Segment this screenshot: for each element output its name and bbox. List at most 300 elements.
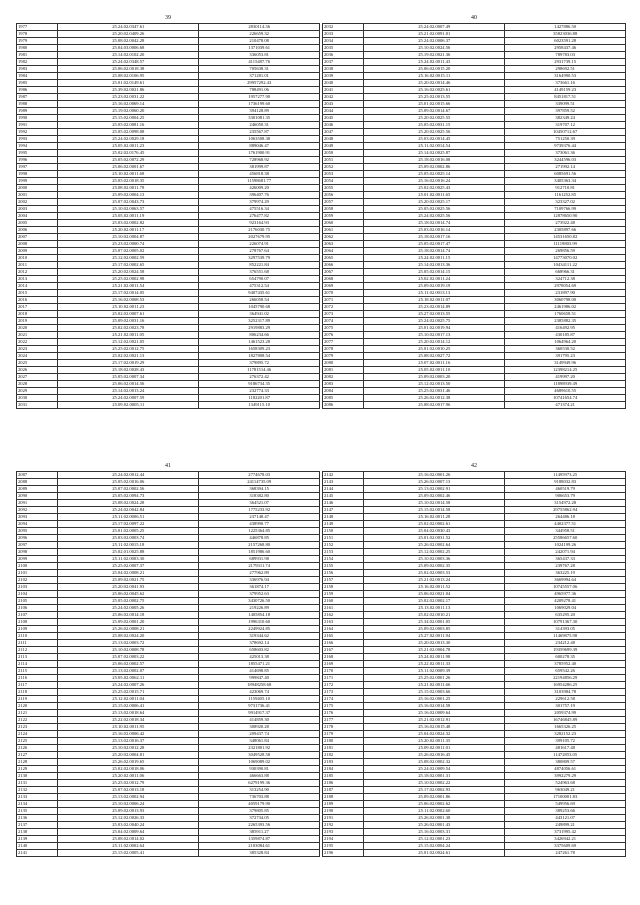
row-index-cell: 2126 (17, 745, 58, 752)
code-cell: 25.05.02.0025.56 (364, 206, 505, 213)
amount-cell: 889046.47 (199, 143, 320, 150)
row-index-cell: 2007 (17, 234, 58, 241)
amount-cell: 235567.87 (199, 129, 320, 136)
row-index-cell: 2172 (323, 682, 364, 689)
row-index-cell: 2085 (323, 395, 364, 402)
amount-cell: 16954286.25 (505, 682, 626, 689)
table-row (17, 794, 320, 801)
amount-cell: 2059374.99 (505, 710, 626, 717)
row-index-cell: 2136 (17, 815, 58, 822)
row-index-cell: 2046 (323, 122, 364, 129)
row-index-cell: 1996 (17, 157, 58, 164)
amount-cell: 8451817.51 (505, 94, 626, 101)
code-cell: 25.24.02.0007.49 (364, 24, 505, 31)
row-index-cell: 2000 (17, 185, 58, 192)
code-cell: 25.34.02.0001.05 (364, 619, 505, 626)
row-index-cell: 2102 (17, 577, 58, 584)
row-index-cell: 2097 (17, 542, 58, 549)
code-cell: 25.01.02.0024.61 (364, 850, 505, 857)
row-index-cell: 2029 (17, 388, 58, 395)
code-cell: 25.20.02.0011.17 (58, 227, 199, 234)
amount-cell: 4209278.41 (505, 598, 626, 605)
row-index-cell: 2127 (17, 752, 58, 759)
table-row (17, 577, 320, 584)
code-cell: 25.20.02.0025.55 (364, 115, 505, 122)
code-cell: 25.20.02.0011.06 (58, 773, 199, 780)
row-index-cell: 2177 (323, 717, 364, 724)
code-cell: 25.05.02.0014.15 (364, 269, 505, 276)
amount-cell: 788491.06 (199, 87, 320, 94)
amount-cell: 930390.81 (199, 766, 320, 773)
amount-cell: 380809.57 (505, 759, 626, 766)
code-cell: 25.06.02.0045.62 (58, 591, 199, 598)
row-index-cell: 2009 (17, 248, 58, 255)
amount-cell: 379974.29 (199, 199, 320, 206)
row-index-cell: 1987 (17, 94, 58, 101)
amount-cell: 24114735.09 (199, 479, 320, 486)
row-index-cell: 2014 (17, 283, 58, 290)
row-index-cell: 2153 (323, 549, 364, 556)
row-index-cell: 2176 (323, 710, 364, 717)
row-index-cell: 2148 (323, 514, 364, 521)
table-row (17, 668, 320, 675)
code-cell: 25.11.02.0013.13 (364, 290, 505, 297)
amount-cell: 1665326.25 (505, 724, 626, 731)
code-cell: 25.25.02.0001.26 (364, 675, 505, 682)
amount-cell: 1069029.04 (505, 605, 626, 612)
code-cell: 25.10.02.0002.22 (364, 780, 505, 787)
code-cell: 25.18.02.0001.31 (364, 773, 505, 780)
code-cell: 25.09.02.0021.75 (58, 577, 199, 584)
code-cell: 25.26.02.0001.38 (364, 815, 505, 822)
amount-cell: 9914917.37 (199, 710, 320, 717)
table-row (323, 227, 626, 234)
amount-cell: 234212.48 (505, 640, 626, 647)
code-cell: 25.11.02.0002.64 (58, 843, 199, 850)
table-row (17, 773, 320, 780)
table-row (323, 52, 626, 59)
code-cell: 25.24.02.0025.56 (364, 213, 505, 220)
table-row (323, 514, 626, 521)
row-index-cell: 2184 (323, 766, 364, 773)
table-row (323, 507, 626, 514)
table-row (323, 171, 626, 178)
row-index-cell: 2099 (17, 556, 58, 563)
code-cell: 25.09.02.0013.93 (58, 808, 199, 815)
row-index-cell: 2053 (323, 171, 364, 178)
amount-cell: 1851986.60 (199, 549, 320, 556)
amount-cell: 668966.31 (505, 269, 626, 276)
table-row (323, 829, 626, 836)
code-cell: 25.16.02.0003.31 (364, 829, 505, 836)
code-cell: 25.13.02.0002.94 (58, 794, 199, 801)
code-cell: 25.09.02.0014.67 (364, 108, 505, 115)
row-index-cell: 2022 (17, 339, 58, 346)
table-row (323, 185, 626, 192)
table-row (323, 45, 626, 52)
table-row (323, 500, 626, 507)
code-cell: 25.05.02.0094.73 (58, 493, 199, 500)
table-row (323, 325, 626, 332)
amount-cell: 339099.51 (505, 101, 626, 108)
page-39 (16, 14, 320, 409)
amount-cell: 2385882.35 (505, 318, 626, 325)
code-cell: 25.23.02.0031.22 (58, 94, 199, 101)
code-cell: 25.05.02.0011.10 (364, 367, 505, 374)
amount-cell: 1761900.91 (199, 150, 320, 157)
row-index-cell: 2023 (17, 346, 58, 353)
table-row (17, 689, 320, 696)
code-cell: 25.11.02.0006.51 (58, 514, 199, 521)
row-index-cell: 2048 (323, 136, 364, 143)
code-cell: 25.16.02.0014.58 (364, 703, 505, 710)
row-index-cell: 2089 (17, 486, 58, 493)
amount-cell: 3297539.79 (199, 255, 320, 262)
code-cell: 25.08.02.0002.32 (364, 759, 505, 766)
code-cell: 25.16.02.0069.14 (58, 101, 199, 108)
code-cell: 25.25.02.0012.79 (58, 780, 199, 787)
amount-cell: 372734.05 (199, 815, 320, 822)
amount-cell: 1159405.10 (199, 696, 320, 703)
amount-cell: 414859.30 (199, 717, 320, 724)
row-index-cell: 2081 (323, 367, 364, 374)
amount-cell: 25586657.60 (505, 535, 626, 542)
code-cell: 25.05.02.0025.14 (364, 171, 505, 178)
table-row (17, 759, 320, 766)
code-cell: 25.20.02.0014.12 (364, 339, 505, 346)
row-index-cell: 2036 (323, 52, 364, 59)
code-cell: 25.08.02.0027.72 (364, 353, 505, 360)
code-cell: 25.24.02.0007.26 (58, 682, 199, 689)
code-cell: 25.05.02.0018.35 (58, 178, 199, 185)
table-row (17, 38, 320, 45)
row-index-cell: 2071 (323, 297, 364, 304)
amount-cell: 314393.05 (505, 626, 626, 633)
code-cell: 25.10.02.0003.36 (364, 556, 505, 563)
amount-cell: 9731736.41 (199, 703, 320, 710)
code-cell: 25.01.02.0010.25 (364, 346, 505, 353)
table-row (323, 815, 626, 822)
row-index-cell: 2189 (323, 801, 364, 808)
code-cell: 25.39.02.0021.86 (58, 87, 199, 94)
amount-cell: 9186734.35 (199, 381, 320, 388)
row-index-cell: 2031 (17, 402, 58, 409)
row-index-cell: 2015 (17, 290, 58, 297)
amount-cell: 912710.81 (505, 185, 626, 192)
row-index-cell: 2185 (323, 773, 364, 780)
row-index-cell: 2164 (323, 626, 364, 633)
code-cell: 25.02.02.0002.17 (364, 598, 505, 605)
amount-cell: 363225.19 (505, 570, 626, 577)
row-index-cell: 2077 (323, 339, 364, 346)
row-index-cell: 2086 (323, 402, 364, 409)
amount-cell: 2461986.02 (505, 304, 626, 311)
table-row (323, 311, 626, 318)
amount-cell: 475516.34 (199, 206, 320, 213)
table-row (17, 654, 320, 661)
row-index-cell: 1994 (17, 143, 58, 150)
code-cell: 25.12.02.0002.25 (364, 549, 505, 556)
code-cell: 25.27.02.0011.94 (364, 633, 505, 640)
code-cell: 25.16.02.0011.52 (364, 584, 505, 591)
amount-cell: 3731995.42 (505, 829, 626, 836)
row-index-cell: 2123 (17, 724, 58, 731)
amount-cell: 2958437.46 (505, 45, 626, 52)
table-row (323, 822, 626, 829)
row-index-cell: 1999 (17, 178, 58, 185)
table-row (323, 24, 626, 31)
table-row (323, 206, 626, 213)
code-cell: 25.16.02.0011.28 (364, 514, 505, 521)
code-cell: 25.06.02.0014.56 (58, 381, 199, 388)
table-row (17, 255, 320, 262)
amount-cell: 308920.28 (199, 724, 320, 731)
row-index-cell: 2008 (17, 241, 58, 248)
table-row (17, 178, 320, 185)
data-table (322, 471, 626, 857)
code-cell: 25.01.02.0011.65 (364, 192, 505, 199)
amount-cell: 371281.01 (199, 73, 320, 80)
table-row (323, 290, 626, 297)
table-row (17, 297, 320, 304)
table-row (323, 66, 626, 73)
table-row (17, 626, 320, 633)
row-index-cell: 2092 (17, 507, 58, 514)
code-cell: 25.07.02.0011.16 (364, 360, 505, 367)
row-index-cell: 2152 (323, 542, 364, 549)
amount-cell: 4874056.61 (505, 766, 626, 773)
row-index-cell: 2118 (17, 689, 58, 696)
row-index-cell: 2079 (323, 353, 364, 360)
amount-cell: 524963.68 (505, 780, 626, 787)
table-row (323, 192, 626, 199)
row-index-cell: 2162 (323, 612, 364, 619)
row-index-cell: 2062 (323, 234, 364, 241)
amount-cell: 3405363.34 (505, 178, 626, 185)
row-index-cell: 2107 (17, 612, 58, 619)
amount-cell: 736703.88 (199, 794, 320, 801)
data-table (16, 23, 320, 409)
table-row (323, 87, 626, 94)
table-row (323, 304, 626, 311)
table-row (323, 528, 626, 535)
row-index-cell: 2171 (323, 675, 364, 682)
row-index-cell: 2174 (323, 696, 364, 703)
amount-cell: 10745557.06 (505, 584, 626, 591)
row-index-cell: 1995 (17, 150, 58, 157)
row-index-cell: 2163 (323, 619, 364, 626)
amount-cell: 635295.20 (505, 612, 626, 619)
amount-cell: 728968.92 (199, 157, 320, 164)
table-row (17, 619, 320, 626)
page-number: 40 (471, 15, 477, 21)
table-row (323, 647, 626, 654)
table-row (323, 220, 626, 227)
table-row (323, 143, 626, 150)
row-index-cell: 2178 (323, 724, 364, 731)
code-cell: 25.11.02.0015.18 (58, 542, 199, 549)
table-row (323, 738, 626, 745)
table-row (323, 808, 626, 815)
code-cell: 25.11.02.0009.39 (364, 668, 505, 675)
row-index-cell: 2125 (17, 738, 58, 745)
amount-cell: 3049528.58 (199, 752, 320, 759)
table-row (323, 570, 626, 577)
amount-cell: 423069.74 (199, 689, 320, 696)
amount-cell: 1405854.18 (199, 612, 320, 619)
page-number: 39 (165, 15, 171, 21)
table-row (17, 136, 320, 143)
table-row (17, 80, 320, 87)
row-index-cell: 2058 (323, 206, 364, 213)
row-index-cell: 2106 (17, 605, 58, 612)
row-index-cell: 2087 (17, 472, 58, 479)
amount-cell: 2830114.36 (199, 24, 320, 31)
code-cell: 25.24.02.0042.84 (58, 507, 199, 514)
code-cell: 25.14.02.0013.36 (364, 262, 505, 269)
amount-cell: 906653.79 (505, 493, 626, 500)
table-row (17, 556, 320, 563)
code-cell: 25.07.02.0003.22 (58, 654, 199, 661)
amount-cell: 1736199.60 (199, 101, 320, 108)
table-row (323, 234, 626, 241)
amount-cell: 394128.89 (199, 108, 320, 115)
table-row (17, 731, 320, 738)
row-index-cell: 2117 (17, 682, 58, 689)
code-cell: 25.20.02.0013.30 (364, 640, 505, 647)
amount-cell: 963049.21 (505, 787, 626, 794)
row-index-cell: 2145 (323, 493, 364, 500)
table-row (17, 227, 320, 234)
amount-cell: 35823036.88 (505, 31, 626, 38)
row-index-cell: 2134 (17, 801, 58, 808)
code-cell: 25.01.02.0149.61 (58, 80, 199, 87)
amount-cell: 481617.48 (505, 745, 626, 752)
amount-cell: 3149949.96 (505, 360, 626, 367)
table-row (17, 710, 320, 717)
code-cell: 25.06.02.0021.04 (364, 591, 505, 598)
row-index-cell: 2084 (323, 388, 364, 395)
table-row (323, 178, 626, 185)
table-row (323, 563, 626, 570)
table-row (323, 801, 626, 808)
table-row (17, 31, 320, 38)
code-cell: 25.09.02.0003.85 (364, 626, 505, 633)
table-row (17, 640, 320, 647)
table-row (323, 549, 626, 556)
code-cell: 25.01.02.0005.25 (58, 528, 199, 535)
code-cell: 25.03.02.0016.14 (364, 227, 505, 234)
page-41 (16, 462, 320, 857)
table-row (323, 661, 626, 668)
code-cell: 25.08.02.0011.78 (58, 185, 199, 192)
table-row (17, 402, 320, 409)
code-cell: 25.07.02.0013.18 (58, 787, 199, 794)
amount-cell: 264486.18 (505, 514, 626, 521)
table-row (17, 395, 320, 402)
amount-cell: 430185.87 (505, 332, 626, 339)
row-index-cell: 2019 (17, 318, 58, 325)
amount-cell: 9739376.44 (505, 143, 626, 150)
table-row (17, 304, 320, 311)
code-cell: 25.16.02.0009.64 (364, 710, 505, 717)
amount-cell: 17100001.83 (505, 794, 626, 801)
code-cell: 25.23.02.0000.74 (58, 241, 199, 248)
code-cell: 25.20.02.0011.35 (364, 738, 505, 745)
code-cell: 25.10.02.0011.23 (58, 304, 199, 311)
table-row (323, 773, 626, 780)
code-cell: 25.04.03.0006.68 (58, 45, 199, 52)
table-row (17, 570, 320, 577)
code-cell: 25.05.02.0017.47 (364, 241, 505, 248)
table-row (17, 563, 320, 570)
amount-cell: 1371039.61 (199, 45, 320, 52)
code-cell: 25.10.02.0011.68 (58, 171, 199, 178)
row-index-cell: 2186 (323, 780, 364, 787)
amount-cell: 2931739.15 (505, 59, 626, 66)
table-row (17, 150, 320, 157)
data-table (16, 471, 320, 857)
row-index-cell: 2122 (17, 717, 58, 724)
table-row (17, 290, 320, 297)
code-cell: 25.23.02.0014.89 (364, 304, 505, 311)
amount-cell: 1069089.02 (199, 759, 320, 766)
amount-cell: 1182201.87 (199, 395, 320, 402)
code-cell: 25.02.02.0010.21 (364, 612, 505, 619)
amount-cell: 11119803.99 (505, 241, 626, 248)
amount-cell: 4965977.36 (505, 591, 626, 598)
table-row (323, 297, 626, 304)
table-row (17, 535, 320, 542)
code-cell: 25.05.02.0007.34 (58, 374, 199, 381)
row-index-cell: 2001 (17, 192, 58, 199)
table-row (17, 199, 320, 206)
code-cell: 25.12.02.0026.33 (58, 815, 199, 822)
amount-cell: 278767.64 (199, 248, 320, 255)
code-cell: 25.26.02.0012.38 (364, 395, 505, 402)
amount-cell: 806234.66 (199, 332, 320, 339)
amount-cell: 1760658.51 (505, 311, 626, 318)
code-cell: 25.06.02.0015.20 (364, 66, 505, 73)
amount-cell: 751250.39 (505, 136, 626, 143)
table-row (17, 549, 320, 556)
code-cell: 25.10.02.0063.57 (58, 206, 199, 213)
table-row (17, 87, 320, 94)
table-row (17, 164, 320, 171)
code-cell: 25.12.02.0002.59 (58, 255, 199, 262)
data-table (322, 23, 626, 409)
table-row (17, 66, 320, 73)
amount-cell: 4402377.51 (505, 521, 626, 528)
row-index-cell: 2116 (17, 675, 58, 682)
table-row (17, 59, 320, 66)
code-cell: 25.26.02.0016.45 (364, 752, 505, 759)
table-row (323, 164, 626, 171)
row-index-cell: 2030 (17, 395, 58, 402)
table-row (17, 528, 320, 535)
amount-cell: 475312.54 (199, 283, 320, 290)
amount-cell: 229612.58 (505, 696, 626, 703)
table-row (17, 521, 320, 528)
row-index-cell: 2088 (17, 479, 58, 486)
code-cell: 25.24.02.0011.43 (364, 59, 505, 66)
amount-cell: 446878.85 (199, 535, 320, 542)
row-index-cell: 2109 (17, 626, 58, 633)
amount-cell: 1359874.87 (199, 836, 320, 843)
code-cell: 25.10.02.0014.58 (364, 500, 505, 507)
row-index-cell: 2192 (323, 822, 364, 829)
code-cell: 25.25.02.0012.75 (58, 346, 199, 353)
